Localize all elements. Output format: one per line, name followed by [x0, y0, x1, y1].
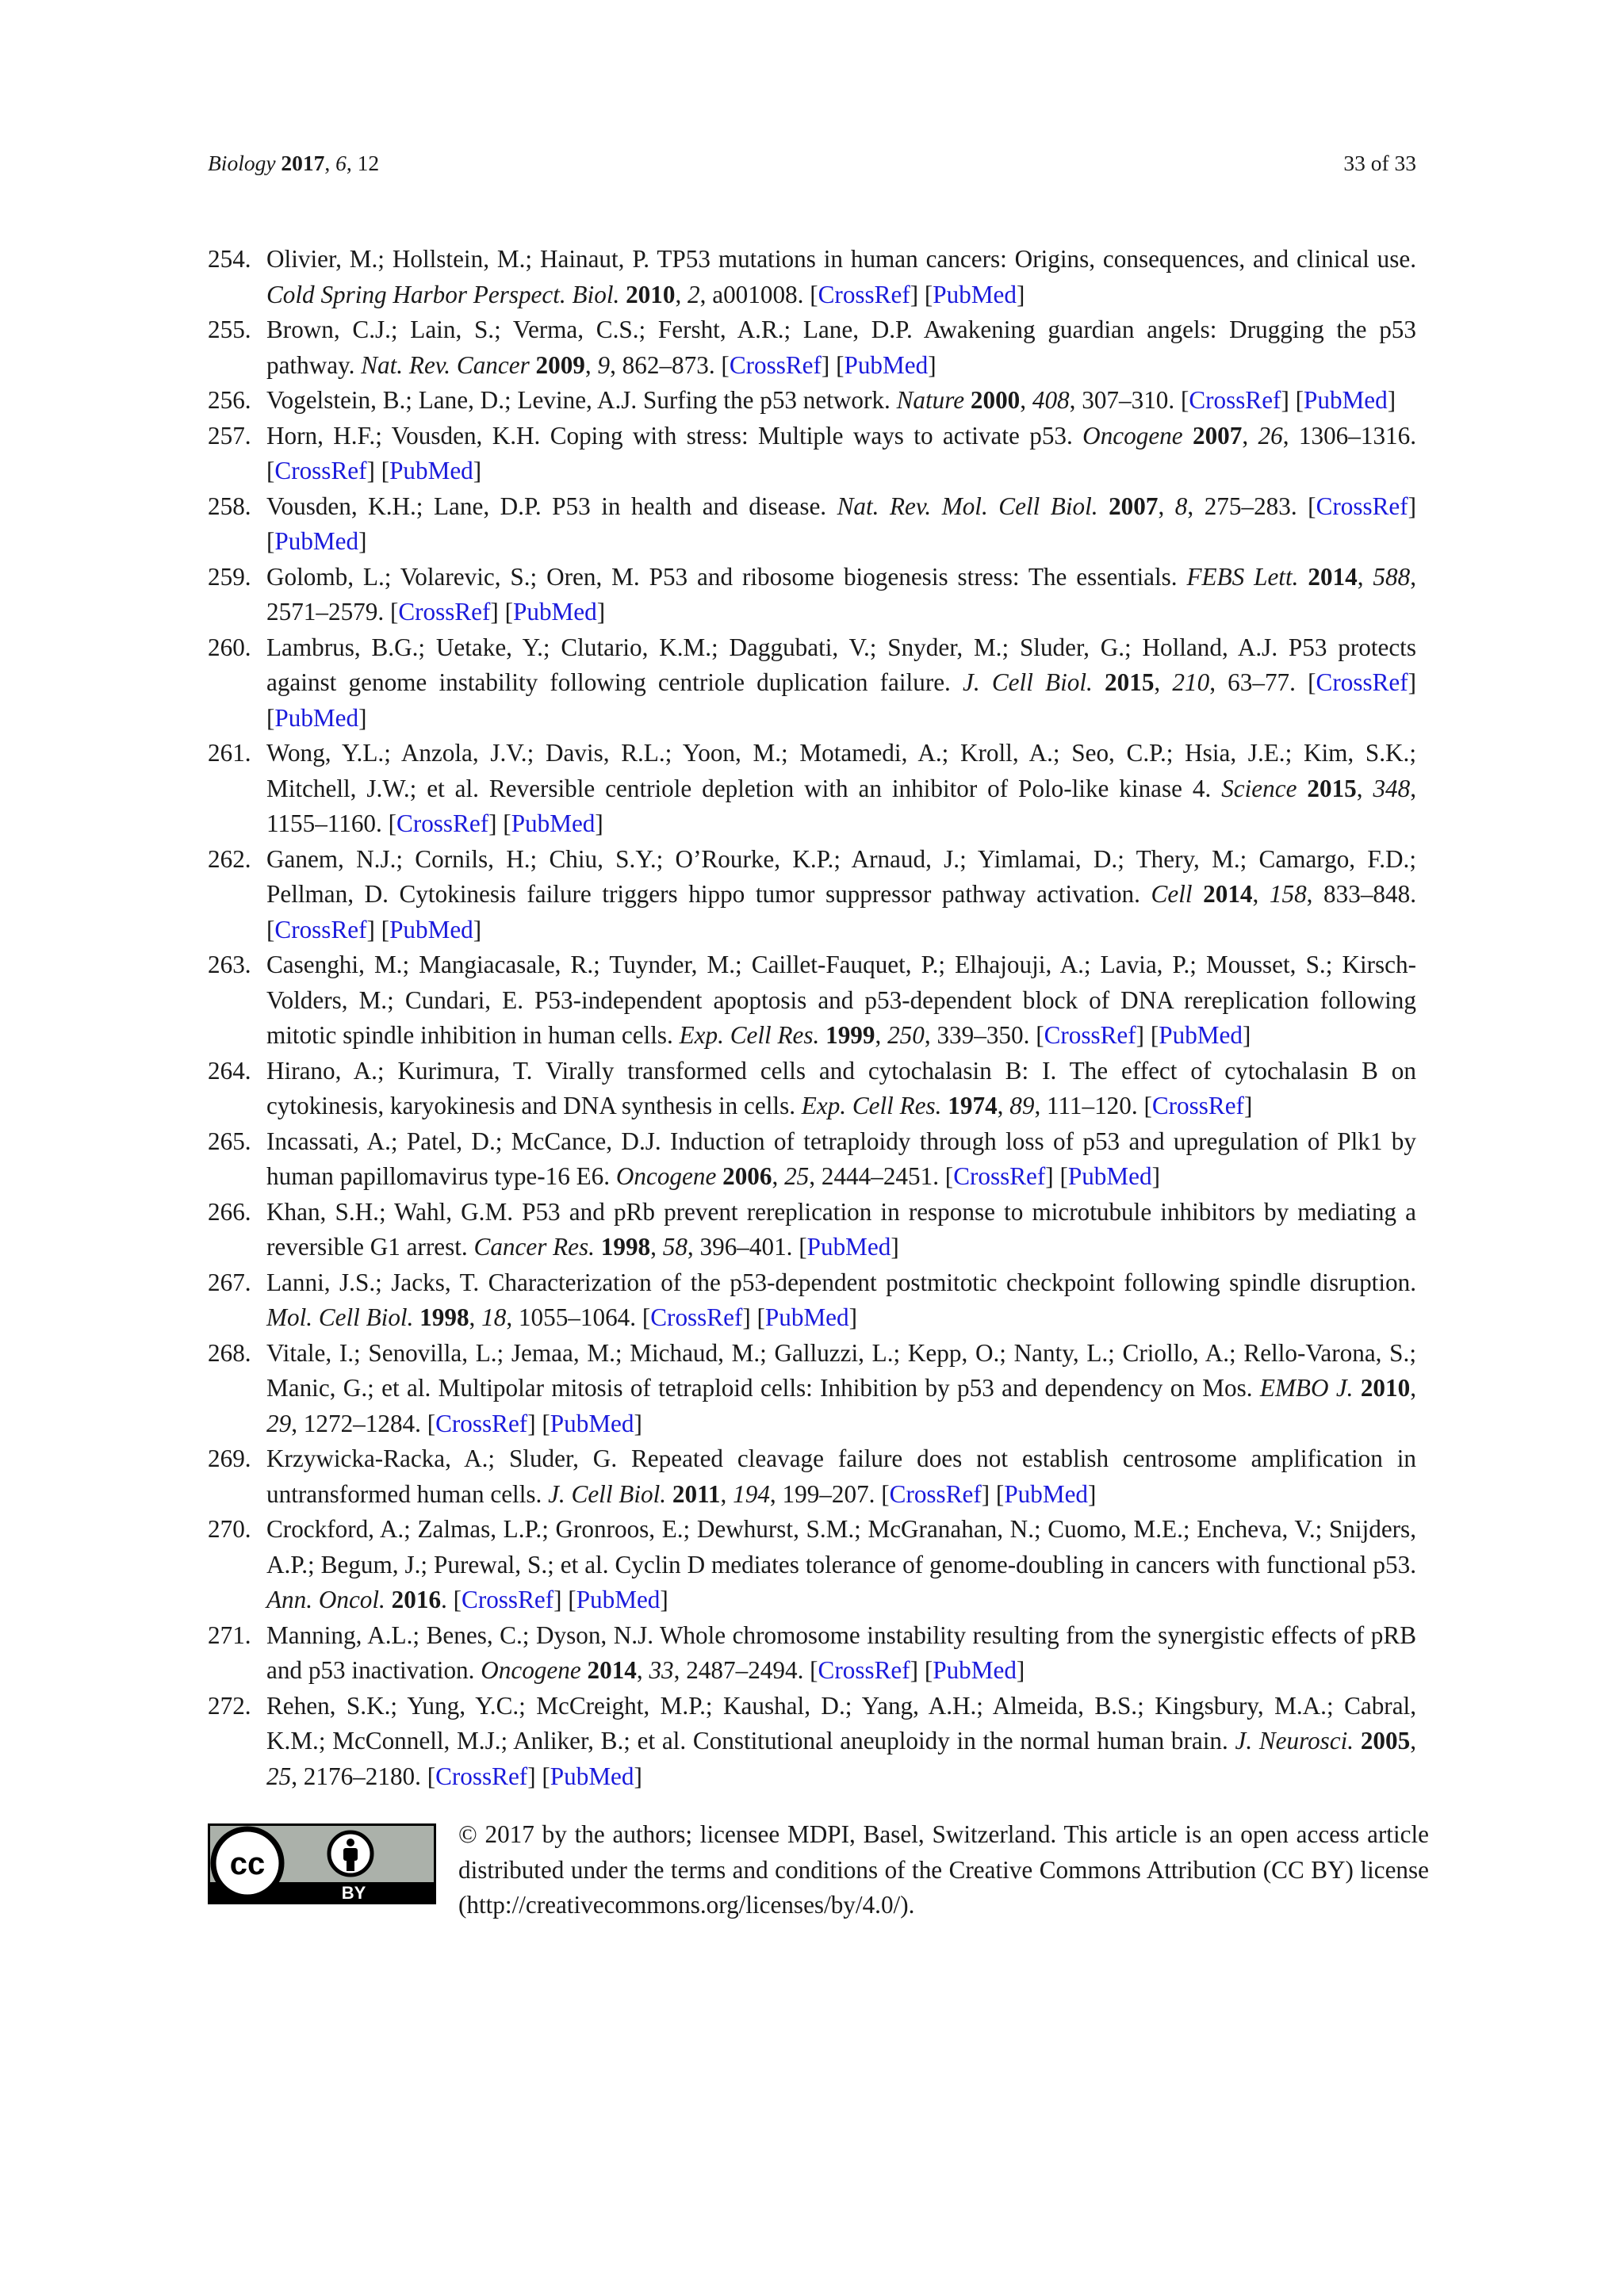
- reference-journal: Cold Spring Harbor Perspect. Biol.: [266, 280, 620, 308]
- pubmed-link[interactable]: PubMed: [274, 703, 359, 732]
- crossref-link[interactable]: CrossRef: [953, 1162, 1046, 1190]
- license-block: [208, 1817, 1429, 1928]
- reference-number: 254.: [208, 245, 251, 273]
- reference-volume: 2: [688, 280, 700, 308]
- reference-text: Lambrus, B.G.; Uetake, Y.; Clutario, K.M.; Daggubati, V.; Snyder, M.; Sluder, G.; Holland, A.J. P53 protects against genome instability following centriole duplication failure. J. Cell Biol. 2015, 210, 63–77. [CrossRef] [PubMed]: [266, 633, 1417, 732]
- reference-year: 2015: [1105, 668, 1155, 696]
- reference-authors-title: Incassati, A.; Patel, D.; McCance, D.J. Induction of tetraploidy through loss of p53 and upregulation of Plk1 by human papillomavirus type-16 E6.: [266, 1127, 1416, 1190]
- reference-volume: 18: [481, 1303, 507, 1331]
- cc-by-license-icon[interactable]: [208, 1823, 436, 1904]
- reference-authors-title: Hirano, A.; Kurimura, T. Virally transformed cells and cytochalasin B: I. The effect of cytochalasin B on cytokinesis, karyokinesis and DNA synthesis in cells.: [266, 1056, 1416, 1119]
- reference-number: 269.: [208, 1445, 251, 1472]
- journal-issue: , 12: [346, 151, 380, 175]
- crossref-link[interactable]: CrossRef: [729, 350, 822, 379]
- reference-number: 271.: [208, 1621, 251, 1649]
- crossref-link[interactable]: CrossRef: [396, 809, 489, 837]
- reference-pages: , 339–350.: [924, 1021, 1030, 1049]
- reference-pages: , 1272–1284.: [291, 1409, 421, 1437]
- reference-text: Krzywicka-Racka, A.; Sluder, G. Repeated cleavage failure does not establish centrosome amplification in untransformed human cells. J. Cell Biol. 2011, 194, 199–207. [CrossRef] [PubMed]: [266, 1445, 1416, 1508]
- crossref-link[interactable]: CrossRef: [1316, 492, 1408, 520]
- reference-text: Horn, H.F.; Vousden, K.H. Coping with stress: Multiple ways to activate p53. Oncogene 2007, 26, 1306–1316. [CrossRef] [PubMed]: [266, 421, 1417, 484]
- reference-volume: 348: [1373, 774, 1411, 802]
- reference-volume: 250: [887, 1021, 925, 1049]
- pubmed-link[interactable]: PubMed: [764, 1303, 849, 1331]
- reference-entry: [208, 1265, 1416, 1336]
- reference-authors-title: Ganem, N.J.; Cornils, H.; Chiu, S.Y.; O’Rourke, K.P.; Arnaud, J.; Yimlamai, D.; Thery, M.; Camargo, F.D.; Pellman, D. Cytokinesis failure triggers hippo tumor suppressor pathway activation.: [266, 844, 1416, 908]
- journal-name: Biology: [208, 151, 276, 175]
- reference-volume: 25: [266, 1762, 292, 1790]
- reference-number: 260.: [208, 633, 251, 661]
- reference-number: 265.: [208, 1127, 251, 1155]
- reference-year: 2005: [1360, 1727, 1411, 1755]
- reference-journal: Mol. Cell Biol.: [266, 1303, 414, 1331]
- pubmed-link[interactable]: PubMed: [389, 915, 473, 943]
- reference-pages: , 2487–2494.: [673, 1656, 804, 1684]
- reference-pages: , 2444–2451.: [809, 1162, 939, 1190]
- reference-text: Vousden, K.H.; Lane, D.P. P53 in health and disease. Nat. Rev. Mol. Cell Biol. 2007, 8, 275–283. [CrossRef] [PubMed]: [266, 492, 1417, 555]
- reference-text: Manning, A.L.; Benes, C.; Dyson, N.J. Whole chromosome instability resulting from the synergistic effects of pRB and p53 inactivation. Oncogene 2014, 33, 2487–2494. [CrossRef] [PubMed]: [266, 1621, 1416, 1684]
- reference-year: 1974: [948, 1092, 998, 1119]
- crossref-link[interactable]: CrossRef: [889, 1479, 982, 1508]
- reference-authors-title: Casenghi, M.; Mangiacasale, R.; Tuynder, M.; Caillet-Fauquet, P.; Elhajouji, A.; Lavia, P.; Mousset, S.; Kirsch-Volders, M.; Cundari, E. P53-independent apoptosis and p53-dependent block of DNA rereplication following mitotic spindle inhibition in human cells.: [266, 951, 1416, 1049]
- reference-pages: , 862–873.: [610, 350, 715, 379]
- reference-authors-title: Olivier, M.; Hollstein, M.; Hainaut, P. TP53 mutations in human cancers: Origins, consequences, and clinical use.: [266, 245, 1416, 273]
- reference-pages: , 199–207.: [769, 1479, 875, 1508]
- reference-list: [208, 242, 1416, 1794]
- reference-text: Rehen, S.K.; Yung, Y.C.; McCreight, M.P.; Kaushal, D.; Yang, A.H.; Almeida, B.S.; Kingsbury, M.A.; Cabral, K.M.; McConnell, M.J.; Anliker, B.; et al. Constitutional aneuploidy in the normal human brain. J. Neurosci. 2005, 25, 2176–2180. [CrossRef] [PubMed]: [266, 1691, 1416, 1790]
- reference-volume: 194: [733, 1479, 770, 1508]
- pubmed-link[interactable]: PubMed: [933, 280, 1017, 308]
- reference-pages: , a001008.: [699, 280, 804, 308]
- reference-year: 2015: [1307, 774, 1357, 802]
- reference-authors-title: Wong, Y.L.; Anzola, J.V.; Davis, R.L.; Yoon, M.; Motamedi, A.; Kroll, A.; Seo, C.P.; Hsia, J.E.; Kim, S.K.; Mitchell, J.W.; et al. Reversible centriole depletion with an inhibitor of Polo-like kinase 4.: [266, 739, 1416, 802]
- reference-journal: Nature: [896, 386, 965, 414]
- reference-number: 264.: [208, 1056, 251, 1085]
- reference-text: Ganem, N.J.; Cornils, H.; Chiu, S.Y.; O’Rourke, K.P.; Arnaud, J.; Yimlamai, D.; Thery, M.; Camargo, F.D.; Pellman, D. Cytokinesis failure triggers hippo tumor suppressor pathway activation. Cell 2014, 158, 833–848. [CrossRef] [PubMed]: [266, 844, 1417, 943]
- reference-volume: 408: [1032, 386, 1070, 414]
- reference-year: 2014: [587, 1656, 637, 1684]
- reference-number: 268.: [208, 1338, 251, 1367]
- reference-entry: [208, 1441, 1416, 1512]
- reference-volume: 8: [1174, 492, 1188, 520]
- reference-journal: J. Neurosci.: [1235, 1727, 1354, 1755]
- by-badge-label: BY: [341, 1883, 366, 1903]
- license-text: © 2017 by the authors; licensee MDPI, Basel, Switzerland. This article is an open access article distributed under the terms and conditions of the Creative Commons Attribution (CC BY) license (http://creativecommons.org/licenses/by/4.0/).: [458, 1820, 1429, 1919]
- reference-authors-title: Crockford, A.; Zalmas, L.P.; Gronroos, E.; Dewhurst, S.M.; McGranahan, N.; Cuomo, M.E.; Encheva, V.; Snijders, A.P.; Begum, J.; Purewal, S.; et al. Cyclin D mediates tolerance of genome-doubling in cancers with functional p53.: [266, 1515, 1416, 1578]
- reference-journal: Cancer Res.: [473, 1233, 595, 1261]
- reference-pages: , 111–120.: [1034, 1092, 1138, 1119]
- reference-year: 2009: [535, 350, 585, 379]
- pubmed-link[interactable]: PubMed: [511, 809, 596, 837]
- reference-pages: , 2176–2180.: [291, 1762, 421, 1790]
- crossref-link[interactable]: CrossRef: [1151, 1092, 1244, 1119]
- reference-volume: 29: [266, 1409, 292, 1437]
- reference-year: 2010: [626, 280, 676, 308]
- reference-number: 256.: [208, 386, 251, 414]
- reference-pages: , 396–401.: [687, 1233, 793, 1261]
- crossref-link[interactable]: CrossRef: [650, 1303, 743, 1331]
- reference-entry: [208, 489, 1416, 560]
- reference-year: 2011: [672, 1479, 721, 1508]
- reference-text: Olivier, M.; Hollstein, M.; Hainaut, P. TP53 mutations in human cancers: Origins, consequences, and clinical use. Cold Spring Harbor Perspect. Biol. 2010, 2, a001008. [CrossRef] [PubMed]: [266, 245, 1416, 308]
- reference-journal: FEBS Lett.: [1186, 562, 1299, 591]
- reference-text: Khan, S.H.; Wahl, G.M. P53 and pRb prevent rereplication in response to microtubule inhibitors by mediating a reversible G1 arrest. Cancer Res. 1998, 58, 396–401. [PubMed]: [266, 1197, 1416, 1261]
- reference-text: Golomb, L.; Volarevic, S.; Oren, M. P53 and ribosome biogenesis stress: The essentials. FEBS Lett. 2014, 588, 2571–2579. [CrossRef] [PubMed]: [266, 562, 1416, 626]
- reference-journal: Exp. Cell Res.: [801, 1092, 942, 1119]
- reference-year: 2007: [1109, 492, 1159, 520]
- reference-number: 261.: [208, 739, 251, 767]
- reference-journal: Nat. Rev. Mol. Cell Biol.: [837, 492, 1098, 520]
- reference-entry: [208, 419, 1416, 489]
- reference-entry: [208, 842, 1416, 948]
- reference-pages: .: [441, 1586, 447, 1613]
- reference-text: Brown, C.J.; Lain, S.; Verma, C.S.; Fersht, A.R.; Lane, D.P. Awakening guardian angels: Drugging the p53 pathway. Nat. Rev. Cancer 2009, 9, 862–873. [CrossRef] [PubMed]: [266, 316, 1416, 379]
- reference-entry: [208, 560, 1416, 630]
- reference-year: 2016: [391, 1586, 442, 1613]
- reference-volume: 210: [1172, 668, 1210, 696]
- reference-year: 2007: [1192, 421, 1243, 450]
- reference-authors-title: Lambrus, B.G.; Uetake, Y.; Clutario, K.M.; Daggubati, V.; Snyder, M.; Sluder, G.; Holland, A.J. P53 protects against genome instability following centriole duplication failure.: [266, 633, 1416, 696]
- journal-year: 2017: [281, 151, 325, 175]
- pubmed-link[interactable]: PubMed: [274, 527, 359, 555]
- reference-authors-title: Brown, C.J.; Lain, S.; Verma, C.S.; Fersht, A.R.; Lane, D.P. Awakening guardian angels: Drugging the p53 pathway.: [266, 316, 1416, 379]
- pubmed-link[interactable]: PubMed: [933, 1656, 1017, 1684]
- crossref-link[interactable]: CrossRef: [818, 280, 910, 308]
- reference-pages: , 833–848.: [1306, 880, 1417, 908]
- reference-journal: Oncogene: [615, 1162, 717, 1190]
- reference-entry: [208, 1689, 1416, 1795]
- reference-authors-title: Rehen, S.K.; Yung, Y.C.; McCreight, M.P.; Kaushal, D.; Yang, A.H.; Almeida, B.S.; Kingsbury, M.A.; Cabral, K.M.; McConnell, M.J.; Anliker, B.; et al. Constitutional aneuploidy in the normal human brain.: [266, 1691, 1416, 1755]
- reference-authors-title: Khan, S.H.; Wahl, G.M. P53 and pRb prevent rereplication in response to microtubule inhibitors by mediating a reversible G1 arrest.: [266, 1197, 1416, 1261]
- crossref-link[interactable]: CrossRef: [274, 915, 367, 943]
- reference-year: 2010: [1360, 1374, 1411, 1402]
- reference-year: 1998: [419, 1303, 469, 1331]
- reference-journal: Nat. Rev. Cancer: [361, 350, 530, 379]
- reference-number: 266.: [208, 1197, 251, 1226]
- page-number: 33 of 33: [1343, 151, 1416, 175]
- pubmed-link[interactable]: PubMed: [513, 598, 597, 626]
- reference-authors-title: Vitale, I.; Senovilla, L.; Jemaa, M.; Michaud, M.; Galluzzi, L.; Kepp, O.; Nanty, L.; Criollo, A.; Rello-Varona, S.; Manic, G.; et al. Multipolar mitosis of tetraploid cells: Inhibition by p53 and dependency on Mos.: [266, 1338, 1416, 1402]
- reference-entry: [208, 1512, 1416, 1618]
- reference-authors-title: Vogelstein, B.; Lane, D.; Levine, A.J. Surfing the p53 network.: [266, 386, 897, 414]
- pubmed-link[interactable]: PubMed: [1159, 1021, 1243, 1049]
- reference-entry: [208, 1336, 1416, 1442]
- reference-volume: 588: [1373, 562, 1411, 591]
- reference-pages: , 1155–1160.: [266, 774, 1417, 837]
- running-header: [208, 149, 1416, 178]
- crossref-link[interactable]: CrossRef: [1316, 668, 1408, 696]
- reference-entry: [208, 1054, 1416, 1124]
- reference-journal: Science: [1221, 774, 1297, 802]
- reference-journal: Cell: [1151, 880, 1193, 908]
- reference-year: 2006: [722, 1162, 772, 1190]
- reference-pages: , 275–283.: [1187, 492, 1297, 520]
- reference-text: Casenghi, M.; Mangiacasale, R.; Tuynder, M.; Caillet-Fauquet, P.; Elhajouji, A.; Lavia, P.; Mousset, S.; Kirsch-Volders, M.; Cundari, E. P53-independent apoptosis and p53-dependent block of DNA rereplication following mitotic spindle inhibition in human cells. Exp. Cell Res. 1999, 250, 339–350. [CrossRef] [PubMed]: [266, 951, 1416, 1049]
- reference-pages: , 63–77.: [1209, 668, 1296, 696]
- pubmed-link[interactable]: PubMed: [550, 1762, 634, 1790]
- reference-pages: , 1055–1064.: [506, 1303, 637, 1331]
- reference-authors-title: Manning, A.L.; Benes, C.; Dyson, N.J. Whole chromosome instability resulting from the synergistic effects of pRB and p53 inactivation.: [266, 1621, 1416, 1684]
- reference-text: Vitale, I.; Senovilla, L.; Jemaa, M.; Michaud, M.; Galluzzi, L.; Kepp, O.; Nanty, L.; Criollo, A.; Rello-Varona, S.; Manic, G.; et al. Multipolar mitosis of tetraploid cells: Inhibition by p53 and dependency on Mos. EMBO J. 2010, 29, 1272–1284. [CrossRef] [PubMed]: [266, 1338, 1416, 1437]
- reference-number: 263.: [208, 951, 251, 978]
- reference-entry: [208, 736, 1416, 842]
- reference-journal: Oncogene: [481, 1656, 581, 1684]
- reference-number: 259.: [208, 562, 251, 591]
- crossref-link[interactable]: CrossRef: [274, 457, 367, 484]
- journal-volume: 6: [335, 151, 347, 175]
- reference-entry: [208, 1618, 1416, 1689]
- crossref-link[interactable]: CrossRef: [1189, 386, 1281, 414]
- reference-pages: , 1306–1316.: [1282, 421, 1417, 450]
- crossref-link[interactable]: CrossRef: [818, 1656, 910, 1684]
- reference-entry: [208, 1195, 1416, 1265]
- pubmed-link[interactable]: PubMed: [806, 1233, 891, 1261]
- reference-year: 2000: [970, 386, 1021, 414]
- cc-badge-label: cc: [229, 1846, 266, 1881]
- reference-volume: 33: [649, 1656, 674, 1684]
- reference-authors-title: Golomb, L.; Volarevic, S.; Oren, M. P53 and ribosome biogenesis stress: The essentials.: [266, 562, 1187, 591]
- reference-authors-title: Horn, H.F.; Vousden, K.H. Coping with stress: Multiple ways to activate p53.: [266, 421, 1083, 450]
- reference-pages: , 307–310.: [1069, 386, 1175, 414]
- reference-text: Hirano, A.; Kurimura, T. Virally transformed cells and cytochalasin B: I. The effect of cytochalasin B on cytokinesis, karyokinesis and DNA synthesis in cells. Exp. Cell Res. 1974, 89, 111–120. [CrossRef]: [266, 1056, 1416, 1119]
- pubmed-link[interactable]: PubMed: [1304, 386, 1388, 414]
- crossref-link[interactable]: CrossRef: [1044, 1021, 1136, 1049]
- journal-citation: Biology 2017, 6, 12: [208, 151, 380, 175]
- reference-volume: 26: [1258, 421, 1283, 450]
- crossref-link[interactable]: CrossRef: [435, 1409, 528, 1437]
- reference-volume: 158: [1269, 880, 1307, 908]
- reference-year: 1998: [600, 1233, 651, 1261]
- reference-number: 270.: [208, 1515, 251, 1543]
- reference-text: Lanni, J.S.; Jacks, T. Characterization of the p53-dependent postmitotic checkpoint following spindle disruption. Mol. Cell Biol. 1998, 18, 1055–1064. [CrossRef] [PubMed]: [266, 1268, 1416, 1331]
- pubmed-link[interactable]: PubMed: [389, 457, 473, 484]
- reference-text: Crockford, A.; Zalmas, L.P.; Gronroos, E.; Dewhurst, S.M.; McGranahan, N.; Cuomo, M.E.; Encheva, V.; Snijders, A.P.; Begum, J.; Purewal, S.; et al. Cyclin D mediates tolerance of genome-doubling in cancers with functional p53. Ann. Oncol. 2016. [CrossRef] [PubMed]: [266, 1515, 1416, 1613]
- reference-authors-title: Vousden, K.H.; Lane, D.P. P53 in health and disease.: [266, 492, 837, 520]
- crossref-link[interactable]: CrossRef: [398, 598, 491, 626]
- reference-volume: 58: [662, 1233, 688, 1261]
- reference-year: 2014: [1203, 880, 1253, 908]
- reference-journal: EMBO J.: [1259, 1374, 1354, 1402]
- reference-volume: 9: [597, 350, 611, 379]
- reference-volume: 25: [784, 1162, 810, 1190]
- reference-journal: Ann. Oncol.: [266, 1586, 385, 1613]
- reference-entry: [208, 1124, 1416, 1195]
- reference-authors-title: Lanni, J.S.; Jacks, T. Characterization of the p53-dependent postmitotic checkpoint following spindle disruption.: [266, 1268, 1416, 1296]
- reference-text: Wong, Y.L.; Anzola, J.V.; Davis, R.L.; Yoon, M.; Motamedi, A.; Kroll, A.; Seo, C.P.; Hsia, J.E.; Kim, S.K.; Mitchell, J.W.; et al. Reversible centriole depletion with an inhibitor of Polo-like kinase 4. Science 2015, 348, 1155–1160. [CrossRef] [PubMed]: [266, 739, 1417, 837]
- crossref-link[interactable]: CrossRef: [435, 1762, 528, 1790]
- reference-journal: J. Cell Biol.: [548, 1479, 667, 1508]
- reference-entry: [208, 242, 1416, 312]
- reference-number: 257.: [208, 421, 251, 450]
- reference-authors-title: Krzywicka-Racka, A.; Sluder, G. Repeated cleavage failure does not establish centrosome amplification in untransformed human cells.: [266, 1445, 1416, 1508]
- crossref-link[interactable]: CrossRef: [462, 1586, 554, 1613]
- reference-volume: 89: [1009, 1092, 1035, 1119]
- reference-number: 255.: [208, 316, 251, 343]
- reference-entry: [208, 947, 1416, 1054]
- reference-journal: Oncogene: [1082, 421, 1183, 450]
- reference-journal: J. Cell Biol.: [963, 668, 1093, 696]
- reference-pages: , 2571–2579.: [266, 562, 1416, 626]
- reference-text: Incassati, A.; Patel, D.; McCance, D.J. Induction of tetraploidy through loss of p53 and upregulation of Plk1 by human papillomavirus type-16 E6. Oncogene 2006, 25, 2444–2451. [CrossRef] [PubMed]: [266, 1127, 1416, 1190]
- reference-entry: [208, 630, 1416, 737]
- reference-number: 258.: [208, 492, 251, 520]
- pubmed-link[interactable]: PubMed: [550, 1409, 634, 1437]
- reference-journal: Exp. Cell Res.: [679, 1021, 820, 1049]
- pubmed-link[interactable]: PubMed: [1004, 1479, 1089, 1508]
- reference-number: 272.: [208, 1691, 251, 1720]
- reference-year: 2014: [1308, 562, 1358, 591]
- reference-number: 262.: [208, 844, 251, 873]
- reference-text: Vogelstein, B.; Lane, D.; Levine, A.J. Surfing the p53 network. Nature 2000, 408, 307–310. [CrossRef] [PubMed]: [266, 386, 1396, 414]
- reference-entry: [208, 312, 1416, 383]
- reference-year: 1999: [825, 1021, 875, 1049]
- pubmed-link[interactable]: PubMed: [844, 350, 929, 379]
- reference-entry: [208, 383, 1416, 419]
- pubmed-link[interactable]: PubMed: [576, 1586, 661, 1613]
- pubmed-link[interactable]: PubMed: [1067, 1162, 1152, 1190]
- reference-number: 267.: [208, 1268, 251, 1296]
